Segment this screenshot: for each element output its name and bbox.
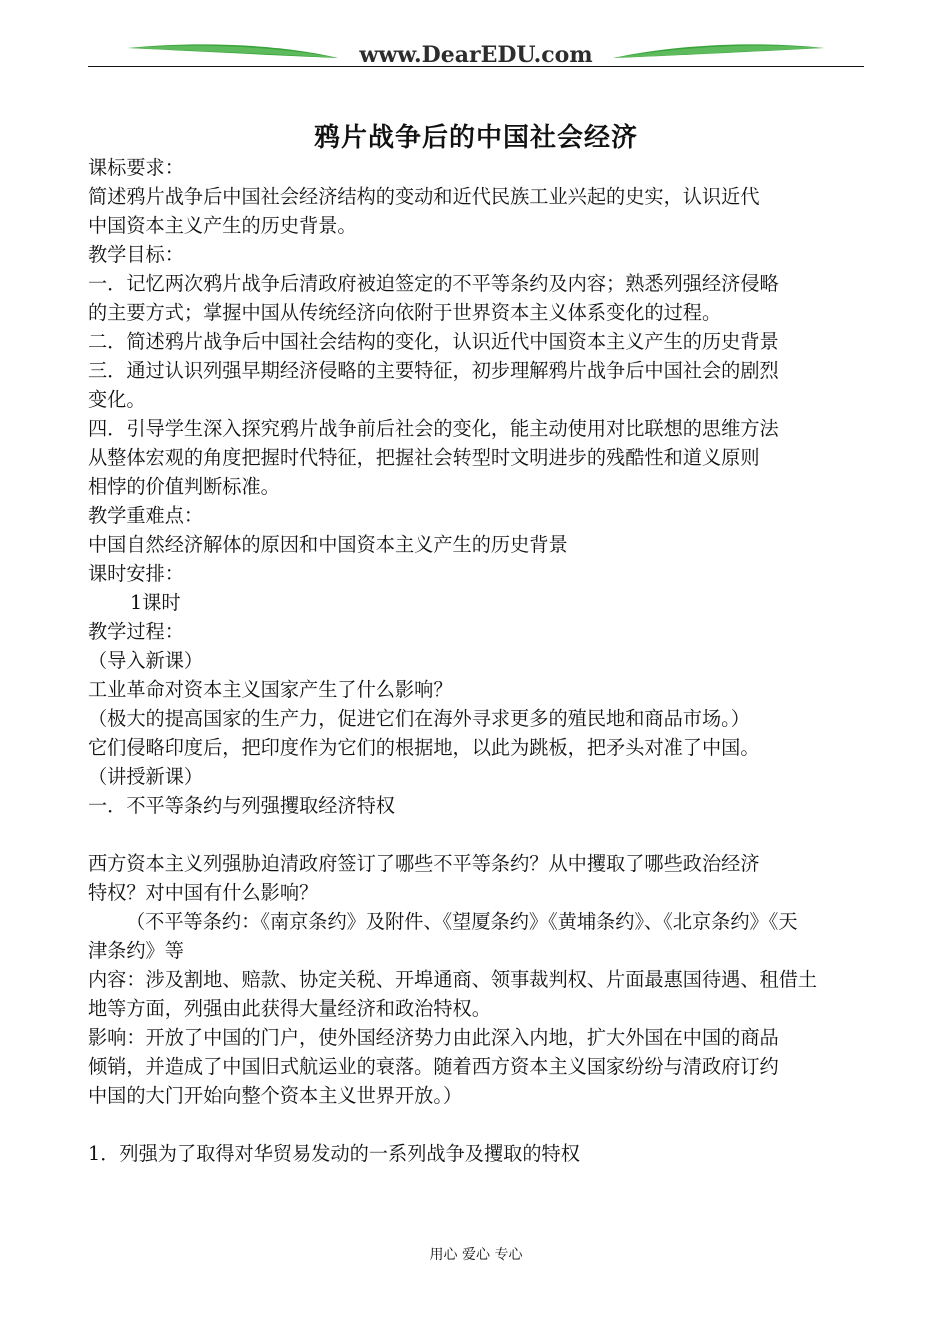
- banner-swoosh-graphic: [88, 36, 864, 70]
- paragraph-line: 工业革命对资本主义国家产生了什么影响？: [88, 678, 453, 701]
- paragraph-line: 津条约》等: [88, 939, 184, 962]
- subsection-heading: 1．列强为了取得对华贸易发动的一系列战争及攫取的特权: [88, 1142, 580, 1165]
- paragraph-line: 课标要求：: [88, 156, 184, 179]
- paragraph-line: 教学过程：: [88, 620, 184, 643]
- paragraph-line: 中国的大门开始向整个资本主义世界开放。）: [88, 1084, 463, 1107]
- header-rule: [88, 66, 864, 67]
- paragraph-line: 影响：开放了中国的门户，使外国经济势力由此深入内地，扩大外国在中国的商品: [88, 1026, 779, 1049]
- paragraph-line: （讲授新课）: [88, 765, 204, 788]
- paragraph-line: 课时安排：: [88, 562, 184, 585]
- paragraph-line: 二．简述鸦片战争后中国社会结构的变化，认识近代中国资本主义产生的历史背景: [88, 330, 779, 353]
- document-title: 鸦片战争后的中国社会经济: [313, 123, 638, 153]
- page-footer: 用心 爱心 专心: [429, 1247, 523, 1263]
- paragraph-line: 四．引导学生深入探究鸦片战争前后社会的变化，能主动使用对比联想的思维方法: [88, 417, 779, 440]
- paragraph-line: 特权？对中国有什么影响？: [88, 881, 319, 904]
- paragraph-line: 教学目标：: [88, 243, 184, 266]
- paragraph-line: 中国资本主义产生的历史背景。: [88, 214, 357, 237]
- paragraph-line: 倾销，并造成了中国旧式航运业的衰落。随着西方资本主义国家纷纷与清政府订约: [88, 1055, 779, 1078]
- paragraph-line: 简述鸦片战争后中国社会经济结构的变动和近代民族工业兴起的史实，认识近代: [88, 185, 760, 208]
- paragraph-line: 从整体宏观的角度把握时代特征，把握社会转型时文明进步的残酷性和道义原则: [88, 446, 760, 469]
- paragraph-line: 三．通过认识列强早期经济侵略的主要特征，初步理解鸦片战争后中国社会的剧烈: [88, 359, 779, 382]
- paragraph-line: 中国自然经济解体的原因和中国资本主义产生的历史背景: [88, 533, 568, 556]
- blank-line: [88, 1110, 864, 1139]
- paragraph-line: 一．记忆两次鸦片战争后清政府被迫签定的不平等条约及内容；熟悉列强经济侵略: [88, 272, 779, 295]
- blank-line: [88, 820, 864, 849]
- header-banner: [88, 36, 864, 70]
- site-name-text: www.DearEDU.com: [359, 42, 593, 68]
- section-heading: 一．不平等条约与列强攫取经济特权: [88, 794, 395, 817]
- paragraph-line: 1课时: [130, 591, 181, 614]
- paragraph-line: 内容：涉及割地、赔款、协定关税、开埠通商、领事裁判权、片面最惠国待遇、租借土: [88, 968, 818, 991]
- paragraph-line: （导入新课）: [88, 649, 204, 672]
- paragraph-line: 的主要方式；掌握中国从传统经济向依附于世界资本主义体系变化的过程。: [88, 301, 722, 324]
- paragraph-line: 变化。: [88, 388, 146, 411]
- paragraph-line: （极大的提高国家的生产力，促进它们在海外寻求更多的殖民地和商品市场。）: [88, 707, 750, 730]
- paragraph-line: 西方资本主义列强胁迫清政府签订了哪些不平等条约？从中攫取了哪些政治经济: [88, 852, 760, 875]
- paragraph-line: 它们侵略印度后，把印度作为它们的根据地，以此为跳板，把矛头对准了中国。: [88, 736, 760, 759]
- paragraph-line: 教学重难点：: [88, 504, 204, 527]
- paragraph-line: （不平等条约：《南京条约》及附件、《望厦条约》《黄埔条约》、《北京条约》《天: [126, 910, 798, 933]
- paragraph-line: 相悖的价值判断标准。: [88, 475, 280, 498]
- document-body: [88, 153, 864, 1168]
- paragraph-line: 地等方面，列强由此获得大量经济和政治特权。: [88, 997, 491, 1020]
